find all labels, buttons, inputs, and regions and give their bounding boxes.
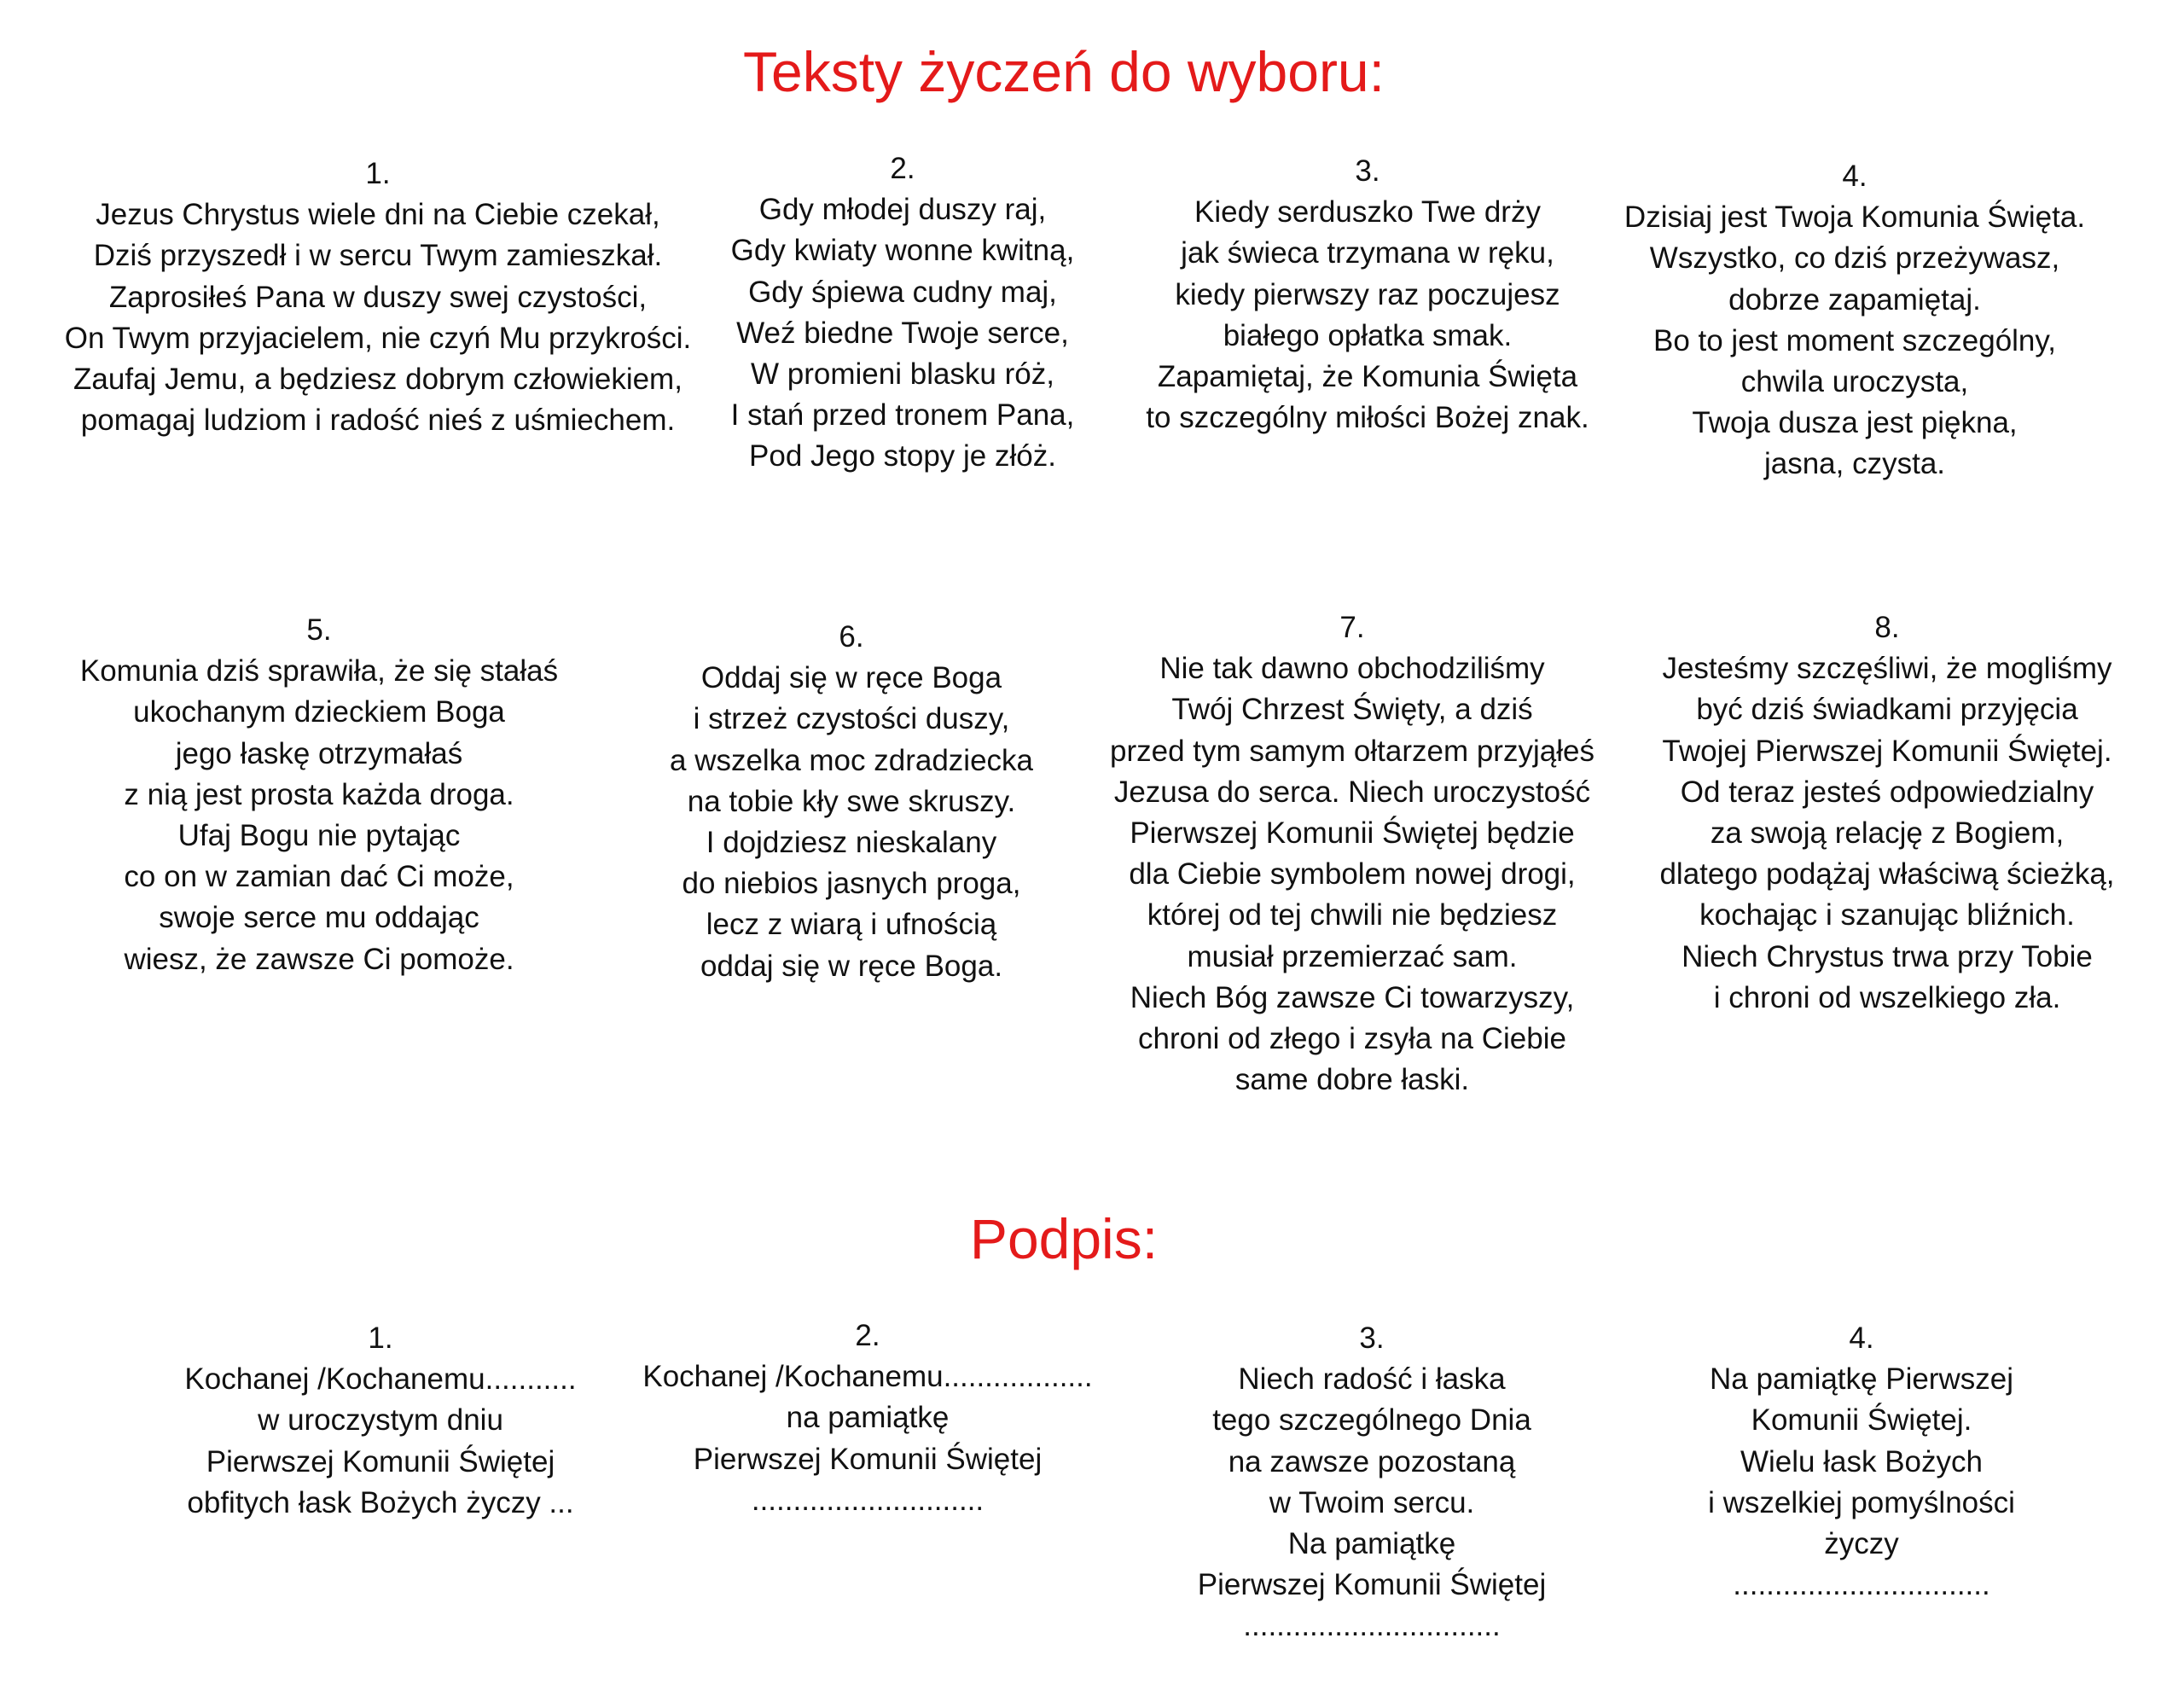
- wish-text-line: Jezusa do serca. Niech uroczystość: [1113, 775, 1591, 809]
- wish-text-number: 5.: [306, 613, 332, 647]
- wish-text-line: Komunia dziś sprawiła, że się stałaś: [79, 654, 559, 688]
- wish-text-line: swoje serce mu oddając: [159, 901, 479, 935]
- wish-text-line: Wszystko, co dziś przeżywasz,: [1649, 241, 2060, 276]
- wish-text-number: 6.: [839, 620, 864, 653]
- wish-text-line: jasna, czysta.: [1763, 447, 1946, 481]
- signature-option-line: w uroczystym dniu: [258, 1403, 503, 1438]
- wish-text-number: 2.: [890, 152, 915, 185]
- wish-text-line: Twój Chrzest Święty, a dziś: [1171, 693, 1533, 727]
- wish-text-line: chwila uroczysta,: [1740, 365, 1969, 399]
- wish-text-line: Jesteśmy szczęśliwi, że mogliśmy: [1662, 652, 2112, 686]
- wish-text-line: co on w zamian dać Ci może,: [124, 860, 514, 894]
- wish-text-line: pomagaj ludziom i radość nieś z uśmiechem.: [80, 404, 676, 438]
- wish-text-number: 1.: [365, 157, 391, 190]
- wish-text-line: i chroni od wszelkiego zła.: [1713, 980, 2061, 1014]
- wish-text-line: Jezus Chrystus wiele dni na Ciebie czekał,: [96, 198, 660, 232]
- wish-text-line: Gdy młodej duszy raj,: [758, 193, 1047, 227]
- wish-text-line: chroni od złego i zsyła na Ciebie: [1138, 1022, 1566, 1056]
- wish-text-line: jak świeca trzymana w ręku,: [1181, 236, 1554, 270]
- wish-text-line: Twojej Pierwszej Komunii Świętej.: [1662, 734, 2112, 768]
- signature-option-line: Komunii Świętej.: [1751, 1403, 1972, 1438]
- wish-text-number: 8.: [1874, 611, 1900, 644]
- signature-option-number: 2.: [855, 1319, 880, 1352]
- wish-text-line: Ufaj Bogu nie pytając: [177, 819, 461, 853]
- signature-option-line: Kochanej /Kochanemu..................: [642, 1360, 1093, 1394]
- wish-text-4: [1513, 156, 2184, 485]
- wish-text-line: jego łaskę otrzymałaś: [175, 736, 463, 770]
- signature-option-line: i wszelkiej pomyślności: [1708, 1485, 2015, 1519]
- wish-text-number: 7.: [1339, 611, 1365, 644]
- wish-text-line: Gdy kwiaty wonne kwitną,: [730, 234, 1075, 268]
- wish-text-line: musiał przemierzać sam.: [1187, 939, 1518, 973]
- wish-text-line: Zapamiętaj, że Komunia Święta: [1157, 360, 1578, 394]
- wish-text-8: [1546, 607, 2184, 1019]
- signature-option-line: Niech radość i łaska: [1238, 1362, 1506, 1397]
- wish-text-line: On Twym przyjacielem, nie czyń Mu przykrości.: [64, 321, 692, 355]
- wish-text-line: wiesz, że zawsze Ci pomoże.: [124, 942, 514, 976]
- wish-text-line: Pierwszej Komunii Świętej będzie: [1130, 816, 1575, 851]
- wish-text-line: I stań przed tronem Pana,: [730, 398, 1075, 433]
- wish-text-line: lecz z wiarą i ufnością: [706, 908, 997, 942]
- wish-text-line: Gdy śpiewa cudny maj,: [748, 275, 1057, 309]
- signature-option-line: Na pamiątkę: [1287, 1527, 1456, 1561]
- wish-text-line: której od tej chwili nie będziesz: [1147, 898, 1558, 932]
- wish-text-number: 4.: [1842, 160, 1867, 193]
- wish-text-line: same dobre łaski.: [1234, 1063, 1470, 1097]
- wish-text-line: Niech Chrystus trwa przy Tobie: [1682, 939, 2093, 973]
- wish-text-line: Bo to jest moment szczególny,: [1653, 323, 2057, 357]
- wish-text-line: I dojdziesz nieskalany: [706, 826, 997, 860]
- signature-option-line: ...............................: [1733, 1568, 1990, 1602]
- wish-text-line: dlatego podążaj właściwą ścieżką,: [1659, 857, 2115, 892]
- signature-option-line: tego szczególnego Dnia: [1212, 1403, 1531, 1438]
- wish-text-line: Zaufaj Jemu, a będziesz dobrym człowiekiem,: [73, 363, 682, 397]
- wish-text-line: Twoja dusza jest piękna,: [1692, 406, 2018, 440]
- wish-text-line: na tobie kły swe skruszy.: [687, 784, 1016, 818]
- signature-option-line: Pierwszej Komunii Świętej: [693, 1442, 1043, 1476]
- wish-text-line: kochając i szanując bliźnich.: [1699, 898, 2075, 932]
- wish-text-line: białego opłatka smak.: [1223, 318, 1513, 352]
- wish-text-line: Od teraz jesteś odpowiedzialny: [1680, 775, 2094, 809]
- signature-option-line: na pamiątkę: [786, 1401, 950, 1435]
- wish-text-line: Dzisiaj jest Twoja Komunia Święta.: [1623, 200, 2086, 235]
- wish-text-line: a wszelka moc zdradziecka: [670, 743, 1033, 777]
- wish-text-line: dla Ciebie symbolem nowej drogi,: [1129, 857, 1576, 892]
- signature-option-line: Na pamiątkę Pierwszej: [1710, 1362, 2013, 1397]
- signature-option-number: 4.: [1849, 1322, 1874, 1355]
- signature-option-number: 1.: [368, 1322, 393, 1355]
- signature-option-line: Pierwszej Komunii Świętej: [1197, 1568, 1547, 1602]
- wish-text-line: za swoją relację z Bogiem,: [1710, 816, 2065, 851]
- signature-option-number: 3.: [1359, 1322, 1385, 1355]
- wish-text-line: Nie tak dawno obchodziliśmy: [1159, 652, 1545, 686]
- signature-option-line: obfitych łask Bożych życzy ...: [187, 1485, 574, 1519]
- signature-option-line: życzy: [1824, 1527, 1899, 1561]
- signature-option-line: na zawsze pozostaną: [1228, 1444, 1516, 1478]
- wish-text-line: i strzeż czystości duszy,: [693, 702, 1010, 736]
- wish-text-line: Kiedy serduszko Twe drży: [1194, 195, 1541, 229]
- wish-text-line: Pod Jego stopy je złóż.: [749, 439, 1056, 473]
- wish-text-line: W promieni blasku róż,: [751, 357, 1054, 392]
- wish-text-line: do niebios jasnych proga,: [682, 867, 1021, 901]
- wish-text-number: 3.: [1355, 154, 1380, 188]
- wish-text-line: kiedy pierwszy raz poczujesz: [1175, 277, 1560, 311]
- wish-text-line: Dziś przyszedł i w sercu Twym zamieszkał.: [93, 239, 663, 273]
- signature-option-line: ...............................: [1243, 1609, 1501, 1643]
- signature-heading: Podpis:: [969, 1207, 1159, 1270]
- wish-text-line: z nią jest prosta każda droga.: [124, 777, 514, 811]
- wish-text-line: ukochanym dzieckiem Boga: [133, 695, 505, 729]
- page-heading: Teksty życzeń do wyboru:: [743, 40, 1385, 103]
- wish-text-line: to szczególny miłości Bożej znak.: [1146, 401, 1589, 435]
- wish-text-line: dobrze zapamiętaj.: [1728, 282, 1981, 317]
- signature-option-line: Pierwszej Komunii Świętej: [206, 1444, 555, 1478]
- wish-text-line: przed tym samym ołtarzem przyjąłeś: [1110, 734, 1594, 768]
- wish-text-line: Niech Bóg zawsze Ci towarzyszy,: [1130, 980, 1575, 1014]
- signature-option-line: ............................: [751, 1483, 985, 1517]
- wish-text-line: Weź biedne Twoje serce,: [736, 316, 1069, 350]
- wish-text-line: oddaj się w ręce Boga.: [700, 949, 1003, 983]
- wish-text-line: Zaprosiłeś Pana w duszy swej czystości,: [108, 280, 648, 314]
- wish-text-line: być dziś świadkami przyjęcia: [1696, 693, 2078, 727]
- signature-option-4: [1520, 1318, 2184, 1606]
- signature-option-line: Kochanej /Kochanemu...........: [184, 1362, 577, 1397]
- signature-option-line: Wielu łask Bożych: [1740, 1444, 1983, 1478]
- wish-text-line: Oddaj się w ręce Boga: [700, 661, 1002, 695]
- signature-option-line: w Twoim sercu.: [1269, 1485, 1475, 1519]
